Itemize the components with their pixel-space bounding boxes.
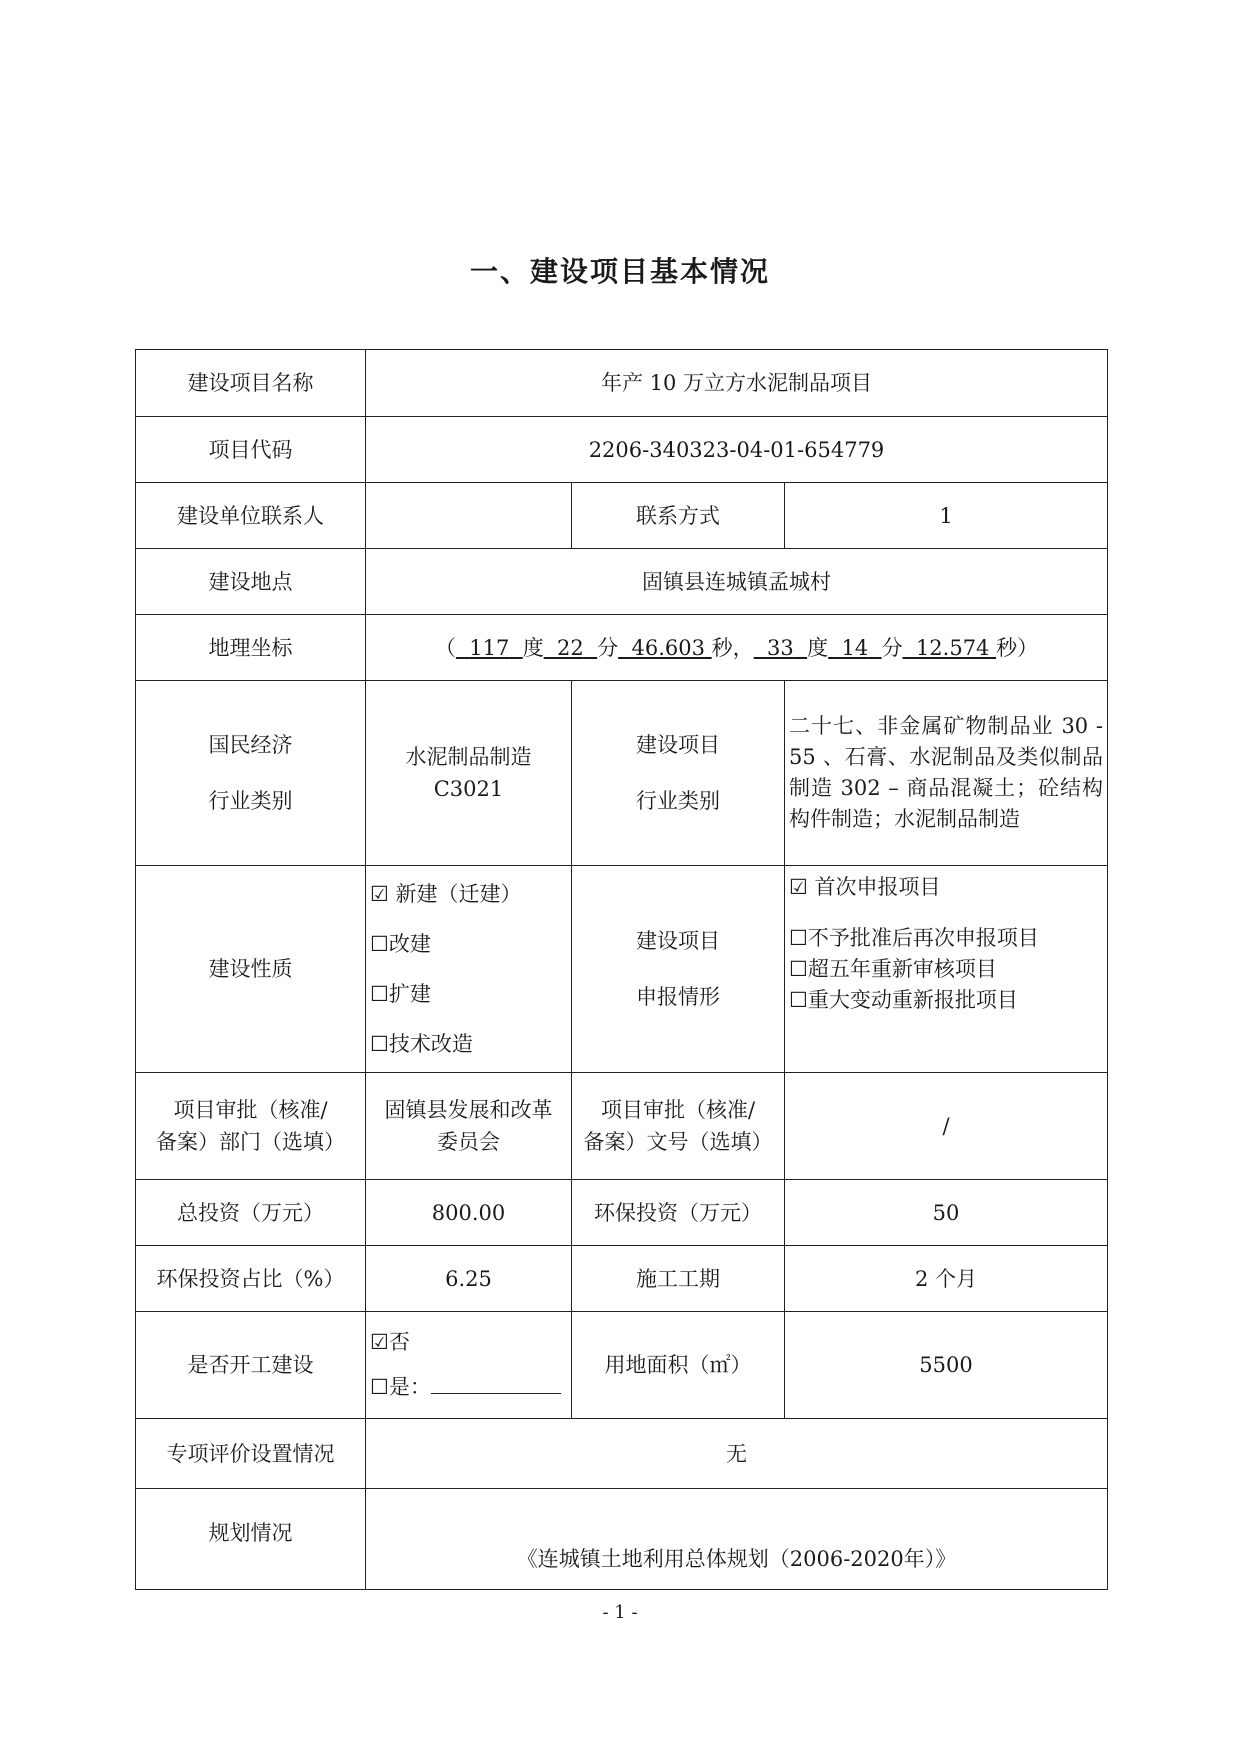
land-area-value: 5500 — [785, 1312, 1108, 1419]
row-investment — [136, 1180, 1108, 1246]
report-situation-options — [785, 866, 1108, 1073]
env-ratio-label: 环保投资占比（%） — [136, 1246, 366, 1312]
option-new-build[interactable]: ☑ 新建（迁建） — [370, 882, 522, 906]
row-industry — [136, 681, 1108, 866]
option-renovation[interactable]: ☐改建 — [370, 932, 431, 956]
row-planning — [136, 1489, 1108, 1590]
total-investment-label: 总投资（万元） — [136, 1180, 366, 1246]
row-project-name — [136, 350, 1108, 417]
location-label: 建设地点 — [136, 549, 366, 615]
started-date-blank[interactable] — [431, 1375, 561, 1394]
approval-dept-value: 固镇县发展和改革 委员会 — [366, 1073, 572, 1180]
row-location — [136, 549, 1108, 615]
started-options — [366, 1312, 572, 1419]
longitude-seconds: 46.603 — [631, 635, 705, 660]
special-eval-value: 无 — [366, 1419, 1108, 1489]
total-investment-value: 800.00 — [366, 1180, 572, 1246]
longitude-degrees: 117 — [469, 635, 510, 660]
latitude-minutes: 14 — [841, 635, 869, 660]
project-name-label: 建设项目名称 — [136, 350, 366, 417]
project-code-label: 项目代码 — [136, 417, 366, 483]
coordinates-value: （ 117 度 22 分 46.603 秒， 33 度 14 分 12.574 秒） — [366, 615, 1108, 681]
land-area-label: 用地面积（㎡） — [572, 1312, 785, 1419]
option-tech-upgrade[interactable]: ☐技术改造 — [370, 1032, 473, 1056]
contact-method-label: 联系方式 — [572, 483, 785, 549]
construction-period-label: 施工工期 — [572, 1246, 785, 1312]
project-industry-label: 建设项目 行业类别 — [572, 681, 785, 866]
construction-period-value: 2 个月 — [785, 1246, 1108, 1312]
contact-method-value: 1 — [785, 483, 1108, 549]
row-coordinates — [136, 615, 1108, 681]
option-started[interactable]: ☐是： — [370, 1372, 567, 1403]
contact-person-label: 建设单位联系人 — [136, 483, 366, 549]
approval-dept-label: 项目审批（核准/ 备案）部门（选填） — [136, 1073, 366, 1180]
option-resubmit[interactable]: ☐不予批准后再次申报项目 — [789, 926, 1039, 950]
location-value: 固镇县连城镇孟城村 — [366, 549, 1108, 615]
option-major-change[interactable]: ☐重大变动重新报批项目 — [789, 988, 1018, 1012]
project-info-table — [135, 349, 1108, 1590]
contact-person-value — [366, 483, 572, 549]
industry-label: 国民经济 行业类别 — [136, 681, 366, 866]
row-ratio — [136, 1246, 1108, 1312]
approval-doc-label: 项目审批（核准/ 备案）文号（选填） — [572, 1073, 785, 1180]
project-name-value: 年产 10 万立方水泥制品项目 — [366, 350, 1108, 417]
row-contact — [136, 483, 1108, 549]
report-situation-label: 建设项目 申报情形 — [572, 866, 785, 1073]
row-approval — [136, 1073, 1108, 1180]
planning-label: 规划情况 — [136, 1489, 366, 1590]
started-label: 是否开工建设 — [136, 1312, 366, 1419]
page-title: 一、建设项目基本情况 — [469, 255, 770, 288]
approval-doc-value: / — [785, 1073, 1108, 1180]
project-code-value: 2206-340323-04-01-654779 — [366, 417, 1108, 483]
option-over-five-years[interactable]: ☐超五年重新审核项目 — [789, 957, 997, 981]
special-eval-label: 专项评价设置情况 — [136, 1419, 366, 1489]
latitude-seconds: 12.574 — [915, 635, 990, 660]
env-investment-value: 50 — [785, 1180, 1108, 1246]
row-started — [136, 1312, 1108, 1419]
row-special-eval — [136, 1419, 1108, 1489]
page-number: - 1 - — [602, 1602, 638, 1623]
env-ratio-value: 6.25 — [366, 1246, 572, 1312]
planning-value: 《连城镇土地利用总体规划（2006-2020年）》 — [366, 1489, 1108, 1590]
latitude-degrees: 33 — [767, 635, 794, 660]
industry-value: 水泥制品制造 C3021 — [366, 681, 572, 866]
longitude-minutes: 22 — [557, 635, 584, 660]
option-first-report[interactable]: ☑ 首次申报项目 — [789, 875, 941, 899]
nature-options — [366, 866, 572, 1073]
coordinates-label: 地理坐标 — [136, 615, 366, 681]
row-project-code — [136, 417, 1108, 483]
option-expansion[interactable]: ☐扩建 — [370, 982, 431, 1006]
nature-label: 建设性质 — [136, 866, 366, 1073]
project-industry-value: 二十七、非金属矿物制品业 30 - 55 、石膏、水泥制品及类似制品制造 302 – 商品混凝土；砼结构构件制造；水泥制品制造 — [785, 681, 1108, 866]
env-investment-label: 环保投资（万元） — [572, 1180, 785, 1246]
option-not-started[interactable]: ☑否 — [370, 1330, 410, 1354]
row-nature — [136, 866, 1108, 1073]
